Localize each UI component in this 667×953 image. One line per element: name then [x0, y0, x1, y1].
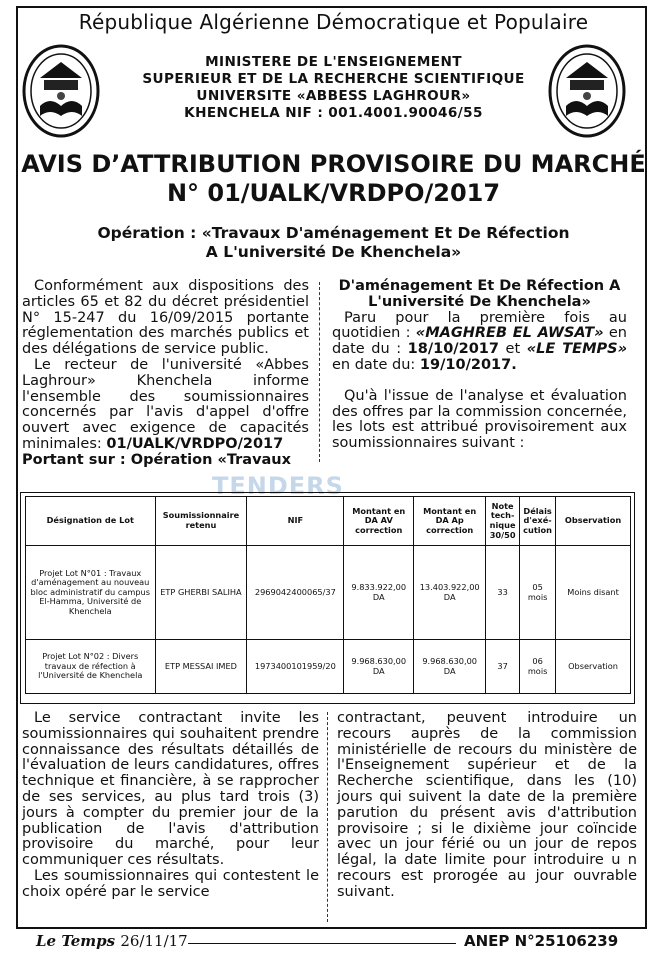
attribution-table — [25, 496, 631, 694]
table-cell: 9.968.630,00 DA — [414, 640, 486, 694]
column-divider — [327, 712, 328, 922]
ministry-line: MINISTERE DE L'ENSEIGNEMENT — [205, 54, 462, 70]
operation-continuation: D'aménagement Et De Réfection A L'université De Khenchela» — [338, 278, 621, 310]
title-number-line: N° 01/UALK/VRDPO/2017 — [166, 179, 501, 207]
footer-rule — [188, 943, 456, 944]
republic-heading: République Algérienne Démocratique et Populaire — [78, 10, 589, 34]
table-cell: ETP GHERBI SALIHA — [155, 546, 247, 640]
table-cell: Projet Lot N°01 : Travaux d'aménagement au nouveau bloc administratif du campus El-Hamma, Université de Khenchela — [26, 546, 156, 640]
recteur-text: Le recteur de l'université «Abbes Laghrour» Khenchela informe l'ensemble des soumissionnaires concernés par l'avis d'appel d'offre ouvert avec exigence de capacités minimales: — [22, 356, 309, 452]
paragraph-recteur — [22, 358, 309, 453]
table-header: Soumissionnaire retenu — [155, 497, 247, 546]
table-cell: 06 mois — [520, 640, 556, 694]
newspaper-1: «MAGHREB EL AWSAT» — [415, 325, 604, 342]
newspaper-2: «LE TEMPS» — [526, 341, 627, 358]
table-header: Observation — [556, 497, 631, 546]
ministry-line: SUPERIEUR ET DE LA RECHERCHE SCIENTIFIQUE — [142, 71, 525, 87]
table-header: Désignation de Lot — [26, 497, 156, 546]
column-2 — [332, 279, 627, 452]
publication-text: Paru pour la première fois au quotidien : — [332, 309, 627, 342]
table-cell: Projet Lot N°02 : Divers travaux de réfection à l'Université de Khenchela — [26, 640, 156, 694]
footer-date: 26/11/17 — [120, 932, 188, 950]
notice-title — [0, 150, 667, 208]
paragraph-decree: Conformément aux dispositions des articles 65 et 82 du décret présidentiel N° 15-247 du 16/09/2015 portante réglementation des marchés publics et des délégations de service public. — [22, 278, 309, 358]
column-4 — [337, 711, 637, 901]
paragraph-invitation: Le service contractant invite les soumissionnaires qui souhaitent prendre connaissance des résultats détaillés de l'évaluation de leurs candidatures, offres technique et financière, à se rapprocher de ses services, au plus tard trois (3) jours à compter du premier jour de la publication de l'avis d'attribution provisoire du marché, pour leur communiquer ces résultats. — [22, 710, 319, 869]
operation-heading — [40, 224, 627, 262]
paragraph-evaluation: Qu'à l'issue de l'analyse et évaluation des offres par la commission concernée, les lots est attribué provisoirement aux soumissionnaires suivant : — [332, 387, 627, 452]
footer-newspaper — [36, 932, 188, 950]
table-cell: 9.833.922,00 DA — [344, 546, 414, 640]
table-row — [26, 546, 631, 640]
table-header: Note tech-nique 30/50 — [486, 497, 520, 546]
table-header: NIF — [247, 497, 344, 546]
table-cell: 33 — [486, 546, 520, 640]
publication-text: en date du : — [332, 325, 627, 358]
title-line: AVIS D’ATTRIBUTION PROVISOIRE DU MARCHÉ — [21, 150, 646, 178]
column-divider — [319, 282, 320, 462]
table-cell: 1973400101959/20 — [247, 640, 344, 694]
column-1 — [22, 279, 309, 469]
tender-reference: 01/UALK/VRDPO/2017 — [106, 435, 284, 452]
ministry-block — [110, 54, 557, 122]
publication-text: en date du: — [332, 356, 420, 373]
operation-line: Opération : «Travaux D'aménagement Et De Réfection — [97, 224, 570, 242]
university-seal-right — [548, 44, 626, 138]
university-seal-left — [22, 44, 100, 138]
column-3 — [22, 711, 319, 901]
paragraph-publication — [332, 311, 627, 374]
table-header: Montant en DA AV correction — [344, 497, 414, 546]
table-header-row — [26, 497, 631, 546]
table-cell: 2969042400065/37 — [247, 546, 344, 640]
paragraph-contest: Les soumissionnaires qui contestent le choix opéré par le service — [22, 867, 319, 900]
table-cell: 13.403.922,00 DA — [414, 546, 486, 640]
table-cell: Observation — [556, 640, 631, 694]
paragraph-portant — [22, 453, 309, 469]
table-cell: 9.968.630,00 DA — [344, 640, 414, 694]
table-header: Montant en DA Ap correction — [414, 497, 486, 546]
publication-text: et — [498, 341, 527, 358]
table-row — [26, 640, 631, 694]
table-cell: Moins disant — [556, 546, 631, 640]
nif-line: KHENCHELA NIF : 001.4001.90046/55 — [184, 105, 483, 121]
publication-date-1: 18/10/2017 — [407, 341, 499, 358]
operation-line: A L'université De Khenchela» — [205, 243, 462, 261]
newspaper-logo: Le Temps — [36, 932, 116, 950]
table-header: Délais d'exé-cution — [520, 497, 556, 546]
anep-number: ANEP N°25106239 — [464, 932, 619, 950]
table-cell: ETP MESSAI IMED — [155, 640, 247, 694]
table-cell: 05 mois — [520, 546, 556, 640]
paragraph-recours: contractant, peuvent introduire un recours auprès de la commission ministérielle de recours du ministère de l'Enseignement supérieur et de la Recherche scientifique, dans les (10) jours qui suivent la date de la première parution du présent avis d'attribution provisoire ; si le dixième jour coïncide avec un jour férié ou un jour de repos légal, la date limite pour introduire u n recours est prorogée au jour ouvrable suivant. — [337, 710, 637, 900]
portant-text: Portant sur : Opération «Travaux — [22, 451, 291, 468]
watermark-logo: TENDERS — [212, 472, 344, 500]
table-cell: 37 — [486, 640, 520, 694]
publication-date-2: 19/10/2017. — [419, 356, 517, 373]
university-line: UNIVERSITE «ABBESS LAGHROUR» — [196, 88, 471, 104]
